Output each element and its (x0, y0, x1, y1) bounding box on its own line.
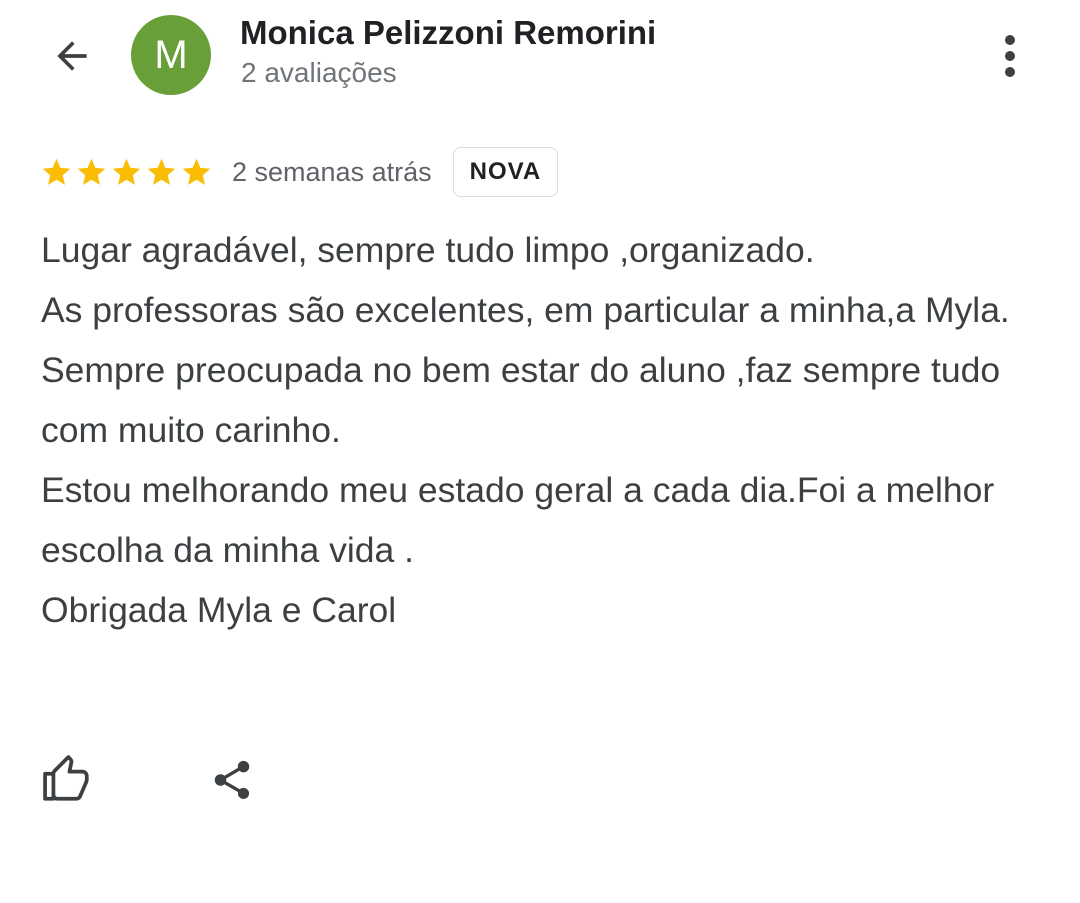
arrow-back-icon (50, 34, 94, 78)
new-badge: NOVA (453, 147, 559, 197)
review-line: Sempre preocupada no bem estar do aluno ,faz sempre tudo com muito carinho. (41, 350, 1001, 450)
more-vert-icon (1005, 35, 1015, 45)
star-icon (110, 156, 143, 189)
share-button[interactable] (204, 752, 260, 808)
review-header (0, 0, 1080, 120)
share-icon (209, 757, 255, 803)
review-line: Estou melhorando meu estado geral a cada dia.Foi a melhor escolha da minha vida . (41, 470, 995, 570)
star-icon (40, 156, 73, 189)
like-button[interactable] (40, 752, 96, 808)
review-line: As professoras são excelentes, em particular a minha,a Myla. (41, 290, 1010, 330)
star-icon (145, 156, 178, 189)
review-text (41, 220, 1041, 640)
review-line: Lugar agradável, sempre tudo limpo ,organizado. (41, 230, 815, 270)
thumb-up-icon (43, 755, 93, 805)
rating-row (40, 146, 558, 198)
star-icon (180, 156, 213, 189)
avatar-letter: M (154, 32, 188, 77)
star-rating (40, 156, 213, 189)
review-time: 2 semanas atrás (232, 156, 432, 187)
avatar[interactable] (131, 15, 211, 95)
back-button[interactable] (40, 24, 104, 88)
more-options-button[interactable] (990, 28, 1030, 84)
reviewer-name[interactable]: Monica Pelizzoni Remorini (240, 14, 657, 51)
star-icon (75, 156, 108, 189)
review-actions (40, 750, 260, 810)
review-count: 2 avaliações (241, 57, 397, 88)
review-line: Obrigada Myla e Carol (41, 590, 397, 630)
